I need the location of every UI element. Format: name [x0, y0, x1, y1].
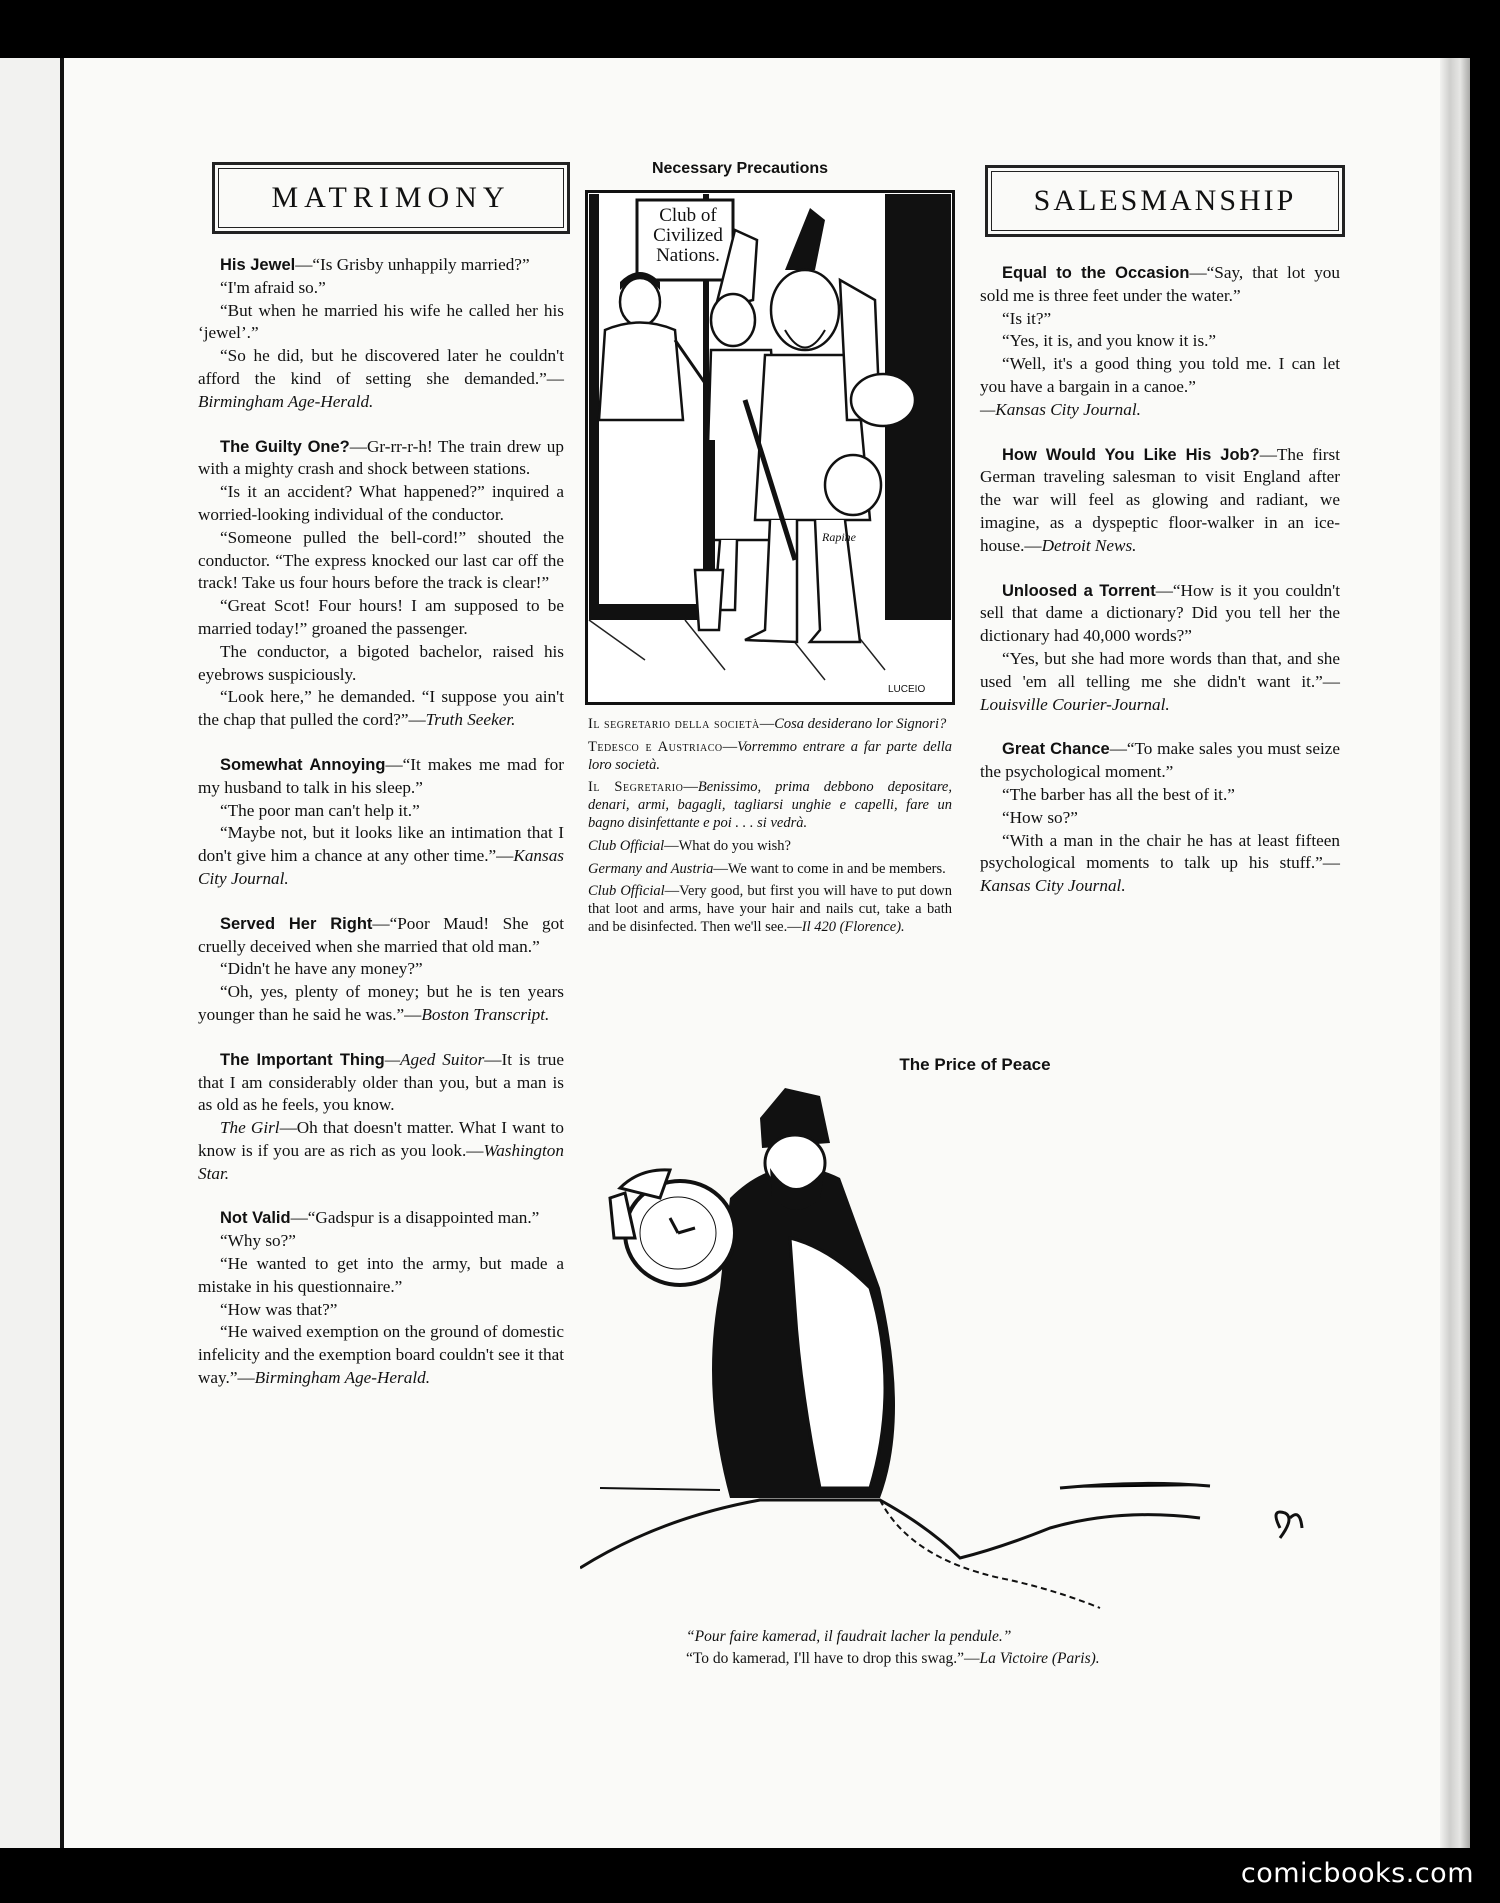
- cartoon1-signature: LUCEIO: [888, 684, 926, 695]
- top-border: [0, 0, 1500, 58]
- club-sign: [643, 206, 733, 266]
- matrimony-title: MATRIMONY: [218, 168, 564, 228]
- joke-line: “Yes, it is, and you know it is.”: [1002, 331, 1217, 351]
- joke-line: “He waived exemption on the ground of domestic infelicity and the exemption board couldn't see it that way.”—: [198, 1322, 564, 1388]
- joke-line: “So he did, but he discovered later he couldn't afford the kind of setting she demanded.”—: [198, 346, 564, 388]
- joke-speaker: —Aged Suitor: [384, 1049, 485, 1069]
- joke-guilty-one: [198, 436, 564, 732]
- watermark: comicbooks.com: [1240, 1858, 1474, 1889]
- joke-important-thing: [198, 1049, 564, 1186]
- caption-text: Vorremmo entrare a far parte della loro società.: [588, 738, 952, 773]
- caption-speaker: Club Official: [588, 883, 665, 900]
- caption-speaker: Il segretario della società: [588, 716, 760, 732]
- page-edge-shadow: [1440, 58, 1470, 1848]
- joke-source: Kansas City Journal.: [980, 876, 1126, 896]
- caption-speaker: Il Segretario: [588, 779, 684, 796]
- joke-text: —It is true that I am considerably older than you, but a man is as old as he feels, you know.: [198, 1049, 564, 1115]
- cartoon1-illustration: [585, 190, 955, 705]
- joke-source: Kansas City Journal.: [198, 846, 564, 888]
- joke-great-chance: [980, 738, 1340, 898]
- joke-unloosed-torrent: [980, 580, 1340, 717]
- joke-line: “Well, it's a good thing you told me. I can let you have a bargain in a canoe.”: [980, 354, 1340, 396]
- sign-line: Civilized: [653, 225, 723, 246]
- cartoon2-illustration: [580, 1088, 1330, 1628]
- caption-speaker: Tedesco e Austriaco: [588, 738, 723, 755]
- cartoon2-caption: [686, 1626, 1286, 1670]
- joke-heading: Unloosed a Torrent: [1002, 581, 1156, 600]
- joke-equal-to-occasion: [980, 262, 1340, 422]
- joke-source: Washington Star.: [198, 1140, 564, 1183]
- salesmanship-title: SALESMANSHIP: [991, 171, 1339, 231]
- joke-text: —“It makes me mad for my husband to talk in his sleep.”: [198, 754, 564, 797]
- joke-served-her-right: [198, 913, 564, 1027]
- joke-heading: Served Her Right: [220, 914, 373, 933]
- joke-source: Birmingham Age-Herald.: [198, 391, 374, 411]
- joke-text: —“Is Grisby unhappily married?”: [295, 255, 530, 274]
- joke-line: “The poor man can't help it.”: [220, 800, 420, 820]
- joke-not-valid: [198, 1207, 564, 1389]
- cartoon1-caption: Il segretario della società—Cosa desiderano lor Signori? Tedesco e Austriaco—Vorremmo entrare a far parte della loro società. Il Segretario—Benissimo, prima debbono depositare, denari, armi, bagagli, tagliarsi unghie e capelli, fare un bagno disinfettante e poi . . . si vedrà. Club Official—What do you wish? Germany and Austria—We want to come in and be members. Club Official—Very good, but first you will have to put down that loot and arms, have your hair and nails cut, take a bath and be disinfected. Then we'll see.—Il 420 (Florence).: [588, 716, 952, 935]
- joke-text: —“Poor Maud! She got cruelly deceived when she married that old man.”: [198, 913, 564, 956]
- joke-heading: Equal to the Occasion: [1002, 264, 1190, 282]
- facing-page-edge: [0, 58, 64, 1848]
- caption-speaker: Germany and Austria: [588, 860, 714, 877]
- joke-source: Truth Seeker.: [425, 710, 516, 730]
- joke-source: —Kansas City Journal.: [980, 399, 1141, 419]
- caption-english: “To do kamerad, I'll have to drop this swag.”—: [686, 1650, 980, 1667]
- joke-heading: Not Valid: [220, 1209, 291, 1228]
- salesmanship-column: [980, 262, 1340, 920]
- joke-his-jewel: [198, 254, 564, 414]
- joke-line: “Great Scot! Four hours! I am supposed to be married today!” groaned the passenger.: [198, 596, 564, 638]
- joke-line: “He wanted to get into the army, but made a mistake in his questionnaire.”: [198, 1254, 564, 1296]
- joke-line: “Didn't he have any money?”: [220, 959, 423, 979]
- joke-line: “The barber has all the best of it.”: [1002, 784, 1235, 804]
- joke-source: Boston Transcript.: [421, 1004, 550, 1024]
- cartoon2-title: The Price of Peace: [899, 1055, 1051, 1074]
- sign-line: Nations.: [656, 245, 720, 266]
- joke-line: “Oh, yes, plenty of money; but he is ten years younger than he said he was.”—: [198, 982, 564, 1024]
- joke-line: “Is it?”: [1002, 308, 1052, 328]
- caption-text: Cosa desiderano lor Signori?: [774, 716, 947, 732]
- joke-heading: Somewhat Annoying: [220, 755, 386, 774]
- joke-speaker: The Girl: [220, 1118, 280, 1138]
- joke-text: —“Say, that lot you sold me is three feet under the water.”: [980, 263, 1340, 305]
- matrimony-column: [198, 254, 564, 1412]
- caption-speaker: Club Official: [588, 837, 665, 854]
- joke-text: —Gr-rr-r-h! The train drew up with a mighty crash and shock between stations.: [198, 436, 564, 479]
- bag-label: Rapine: [822, 530, 856, 544]
- caption-french: “Pour faire kamerad, il faudrait lacher la pendule.”: [686, 1628, 1012, 1645]
- joke-text: —The first German traveling salesman to visit England after the war will feel as glowing and radiant, we imagine, as a dyspeptic floor-walker in an ice-house.—: [980, 444, 1340, 555]
- joke-source: Louisville Courier-Journal.: [980, 694, 1170, 714]
- joke-line: “Maybe not, but it looks like an intimation that I don't give him a chance at any other time.”—: [198, 823, 564, 866]
- joke-line: “Yes, but she had more words than that, and she used 'em all telling me she didn't want it.”—: [980, 648, 1340, 691]
- matrimony-title-box: [212, 162, 570, 234]
- joke-text: —“How is it you couldn't sell that dame a dictionary? Did you tell her the dictionary had 40,000 words?”: [980, 580, 1340, 646]
- joke-line: “Someone pulled the bell-cord!” shouted the conductor. “The express knocked our last car off the track! Take us four hours before the track is clear!”: [198, 527, 564, 593]
- joke-line: “But when he married his wife he called her his ‘jewel’.”: [198, 300, 564, 343]
- salesmanship-title-box: [985, 165, 1345, 237]
- joke-how-would-you-like: [980, 444, 1340, 558]
- joke-heading: How Would You Like His Job?: [1002, 445, 1260, 464]
- joke-text: —“Gadspur is a disappointed man.”: [290, 1208, 540, 1228]
- sign-line: Club of: [659, 205, 717, 226]
- joke-line: “Why so?”: [220, 1231, 296, 1251]
- joke-heading: Great Chance: [1002, 740, 1110, 759]
- joke-line: “Is it an accident? What happened?” inquired a worried-looking individual of the conductor.: [198, 482, 564, 524]
- caption-source: La Victoire (Paris).: [979, 1650, 1100, 1667]
- caption-text: What do you wish?: [678, 837, 791, 854]
- joke-line: “How was that?”: [220, 1299, 338, 1319]
- joke-text: —“To make sales you must seize the psychological moment.”: [980, 739, 1340, 782]
- caption-text: We want to come in and be members.: [727, 860, 946, 877]
- joke-line: “Look here,” he demanded. “I suppose you ain't the chap that pulled the cord?”—: [198, 687, 564, 730]
- caption-text: Benissimo, prima debbono depositare, denari, armi, bagagli, tagliarsi unghie e capelli, fare un bagno disinfettante e poi . . . si vedrà.: [588, 779, 952, 831]
- joke-heading: The Important Thing: [220, 1050, 385, 1069]
- cartoon1-title: Necessary Precautions: [651, 160, 829, 177]
- joke-source: Detroit News.: [1041, 535, 1137, 555]
- joke-source: Birmingham Age-Herald.: [254, 1368, 430, 1388]
- caption-source: Il 420 (Florence).: [801, 918, 905, 935]
- joke-line: “I'm afraid so.”: [220, 277, 326, 297]
- joke-line: —Oh that doesn't matter. What I want to know is if you are as rich as you look.—: [198, 1118, 564, 1160]
- joke-line: “How so?”: [1002, 807, 1078, 827]
- joke-somewhat-annoying: [198, 754, 564, 891]
- joke-heading: His Jewel: [220, 256, 296, 274]
- joke-line: The conductor, a bigoted bachelor, raised his eyebrows suspiciously.: [198, 641, 564, 684]
- joke-line: “With a man in the chair he has at least fifteen psychological moments to talk up his stuff.”—: [980, 830, 1340, 873]
- caption-text: Very good, but first you will have to put down that loot and arms, have your hair and nails cut, take a bath and be disinfected. Then we'll see.—: [588, 883, 952, 935]
- joke-heading: The Guilty One?: [220, 437, 350, 456]
